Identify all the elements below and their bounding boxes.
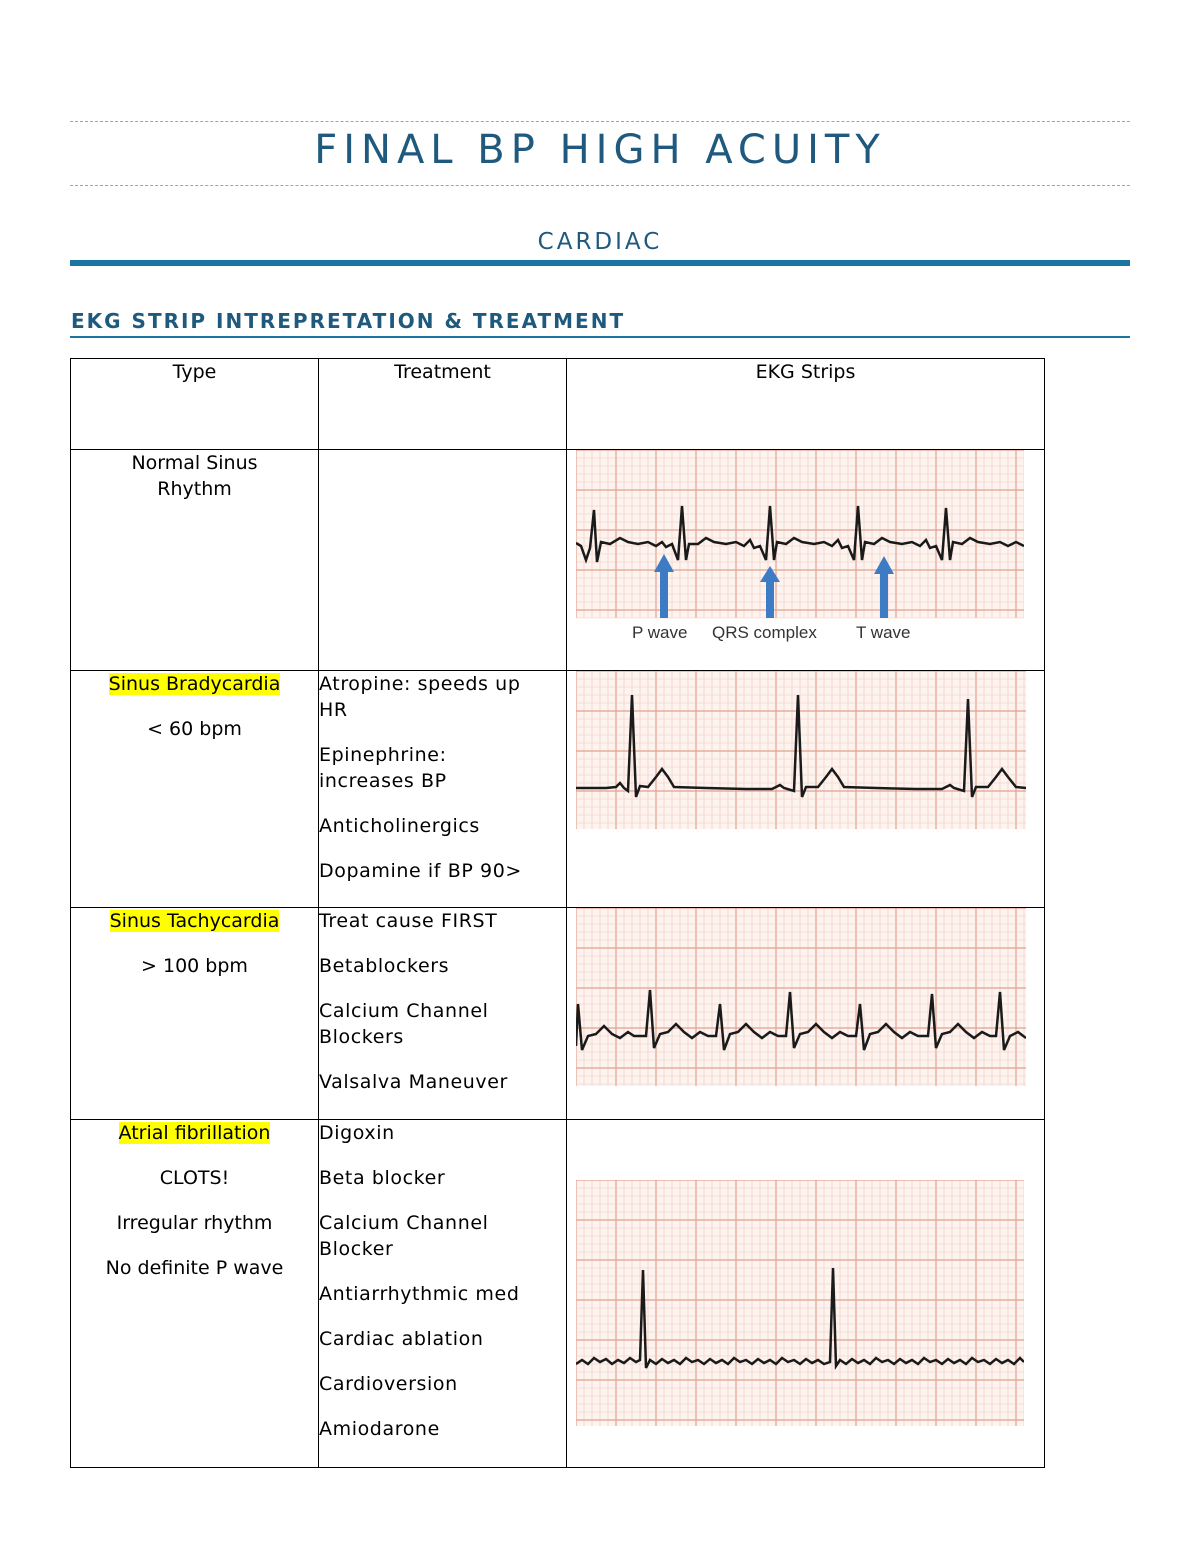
section-bar [70,260,1130,266]
ekg-table [70,358,1045,1468]
type-note: Irregular rhythm [116,1212,273,1234]
subsection-heading: EKG STRIP INTREPRETATION & TREATMENT [71,309,626,333]
type-line: Normal Sinus [131,452,258,474]
document-title: FINAL BP HIGH ACUITY [314,127,886,173]
label-t-wave: T wave [856,623,911,642]
label-qrs-complex: QRS complex [712,623,817,642]
treatment-line: Calcium Channel [319,1000,489,1022]
section-heading: CARDIAC [537,229,663,255]
rhythm-name: Sinus Tachycardia [109,910,280,932]
label-p-wave: P wave [632,623,688,642]
title-bottom-rule [70,185,1130,186]
treatment-line: Blocker [319,1238,394,1260]
treatment-line: Epinephrine: [319,744,447,766]
type-cell [71,450,319,671]
ekg-strip-afib [576,1180,1024,1428]
header-strips: EKG Strips [567,359,1045,450]
treatment-line: Betablockers [319,955,450,977]
treatment-line: increases BP [319,770,447,792]
treatment-line: HR [319,699,348,721]
type-cell [71,908,319,1120]
rhythm-name: Sinus Bradycardia [108,673,281,695]
type-cell [71,671,319,908]
type-note: > 100 bpm [141,955,248,977]
table-row [71,671,1045,908]
ekg-paper [576,908,1026,1086]
treatment-cell [319,1120,567,1468]
treatment-line: Anticholinergics [319,815,480,837]
table-row [71,908,1045,1120]
type-cell [71,1120,319,1468]
type-line: Rhythm [157,478,232,500]
strip-cell [567,671,1045,908]
rhythm-name: Atrial fibrillation [118,1122,271,1144]
strip-cell [567,450,1045,671]
table-row [71,450,1045,671]
type-note: CLOTS! [159,1167,230,1189]
treatment-line: Calcium Channel [319,1212,489,1234]
treatment-line: Cardiac ablation [319,1328,484,1350]
table-header-row [71,359,1045,450]
treatment-line: Blockers [319,1026,404,1048]
treatment-line: Atropine: speeds up [319,673,521,695]
ekg-strip-bradycardia [576,671,1026,831]
treatment-line: Cardioversion [319,1373,458,1395]
treatment-cell [319,908,567,1120]
ekg-strip-normal [576,450,1024,650]
header-treatment: Treatment [319,359,567,450]
treatment-line: Valsalva Maneuver [319,1071,508,1093]
treatment-line: Amiodarone [319,1418,440,1440]
treatment-line: Beta blocker [319,1167,446,1189]
treatment-cell [319,450,567,671]
ekg-strip-tachycardia [576,908,1026,1088]
type-note: No definite P wave [105,1257,284,1279]
treatment-cell [319,671,567,908]
treatment-line: Dopamine if BP 90> [319,860,522,882]
subsection-rule [70,336,1130,338]
treatment-line: Antiarrhythmic med [319,1283,520,1305]
table-row [71,1120,1045,1468]
strip-cell [567,1120,1045,1468]
treatment-line: Digoxin [319,1122,395,1144]
header-type: Type [71,359,319,450]
treatment-line: Treat cause FIRST [319,910,498,932]
strip-cell [567,908,1045,1120]
type-note: < 60 bpm [147,718,242,740]
